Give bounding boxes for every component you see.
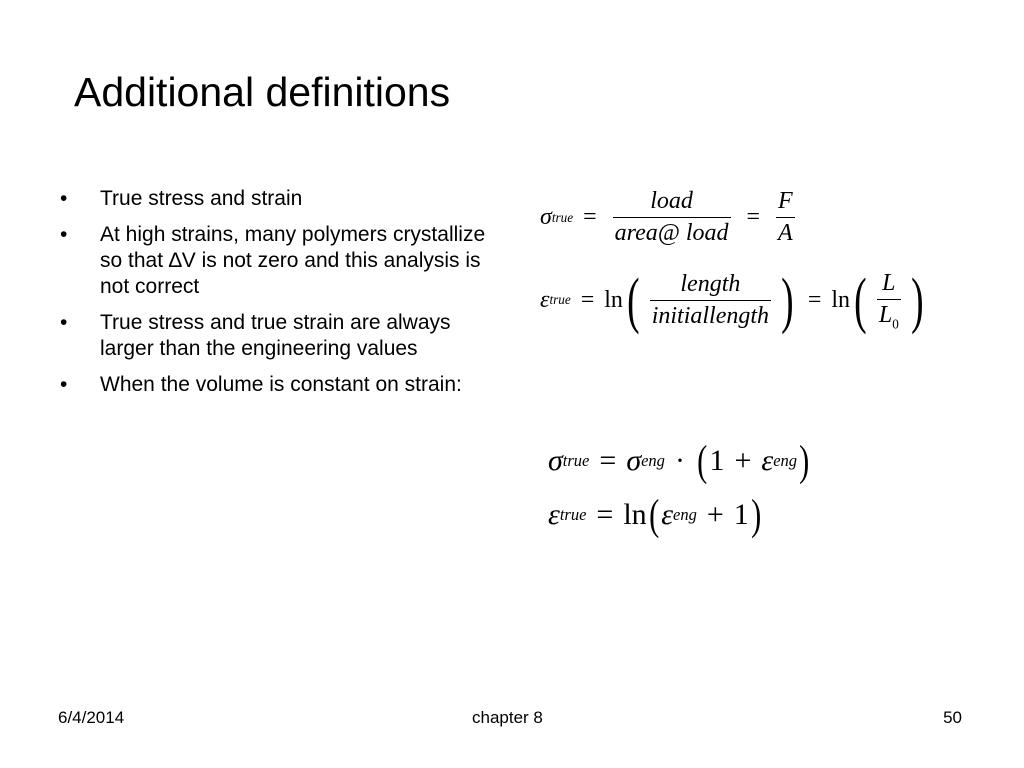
load-over-area-fraction: [613, 186, 731, 249]
sigma-symbol: σ: [626, 444, 642, 477]
bullet-text: True stress and strain: [100, 187, 303, 210]
l-symbol: L: [878, 302, 893, 329]
left-paren: (: [854, 265, 867, 335]
bullet-dot: •: [60, 373, 68, 396]
l-over-l0-fraction: [877, 268, 901, 333]
plus-sign: +: [734, 444, 752, 477]
epsilon-symbol: ε: [540, 286, 550, 313]
f-over-a-fraction: [776, 186, 795, 249]
bullet-item: [58, 222, 508, 300]
eng-subscript: eng: [641, 451, 665, 470]
equals-sign: =: [746, 204, 761, 231]
epsilon-symbol: ε: [548, 498, 560, 531]
length-fraction: [650, 269, 771, 332]
true-subscript: true: [559, 505, 587, 524]
true-subscript: true: [562, 451, 590, 470]
bullet-item: [58, 310, 508, 362]
bullet-text: True stress and true strain are always larger than the engineering values: [100, 311, 451, 360]
left-paren: (: [627, 265, 640, 335]
sigma-symbol: σ: [548, 444, 563, 477]
fraction-denominator: A: [778, 220, 793, 247]
footer-date: 6/4/2014: [58, 708, 125, 727]
epsilon-symbol: ε: [661, 498, 674, 531]
left-paren: (: [648, 491, 660, 539]
true-stress-equation: [540, 186, 801, 249]
right-paren: ): [750, 491, 762, 539]
bullet-dot: •: [60, 223, 68, 246]
equals-sign: =: [807, 286, 822, 313]
strain-conversion-equation: [548, 490, 763, 540]
equals-sign: =: [596, 498, 614, 531]
epsilon-symbol: ε: [761, 444, 774, 477]
fraction-numerator: load: [650, 188, 693, 214]
plus-sign: +: [706, 498, 724, 531]
true-subscript: true: [549, 292, 571, 308]
bullet-list: [58, 186, 508, 408]
footer-chapter: chapter 8: [472, 708, 543, 727]
equals-sign: =: [599, 444, 617, 477]
one-digit: 1: [733, 498, 749, 531]
fraction-denominator: [877, 300, 901, 333]
one-digit: 1: [709, 444, 725, 477]
bullet-item: [58, 372, 508, 398]
eng-subscript: eng: [673, 505, 697, 524]
ln-operator: ln: [604, 286, 623, 313]
true-strain-equation: [540, 265, 928, 335]
bullet-dot: •: [60, 311, 68, 334]
right-paren: ): [910, 265, 924, 335]
bullet-dot: •: [60, 187, 68, 210]
equals-sign: =: [583, 204, 597, 231]
true-subscript: true: [551, 209, 574, 225]
equals-sign: =: [580, 286, 595, 313]
bullet-text: When the volume is constant on strain:: [100, 373, 462, 396]
bullet-item: [58, 186, 508, 212]
sigma-symbol: σ: [540, 204, 552, 231]
fraction-denominator: area@ load: [614, 220, 729, 247]
fraction-denominator: initiallength: [651, 302, 770, 329]
slide-title: Additional definitions: [74, 69, 451, 115]
fraction-numerator: L: [882, 270, 896, 296]
ln-operator: ln: [623, 498, 647, 531]
right-paren: ): [799, 437, 810, 485]
fraction-numerator: F: [778, 188, 793, 214]
fraction-numerator: length: [680, 270, 741, 297]
eng-subscript: eng: [773, 451, 798, 470]
left-paren: (: [697, 437, 708, 485]
slide-number: 50: [943, 708, 962, 727]
bullet-text: At high strains, many polymers crystallize so that ∆V is not zero and this analysis is not correct: [100, 223, 486, 298]
zero-subscript: 0: [892, 316, 899, 332]
dot-operator: ·: [674, 444, 685, 477]
stress-conversion-equation: [548, 436, 812, 486]
ln-operator: ln: [831, 286, 851, 313]
right-paren: ): [781, 265, 794, 335]
